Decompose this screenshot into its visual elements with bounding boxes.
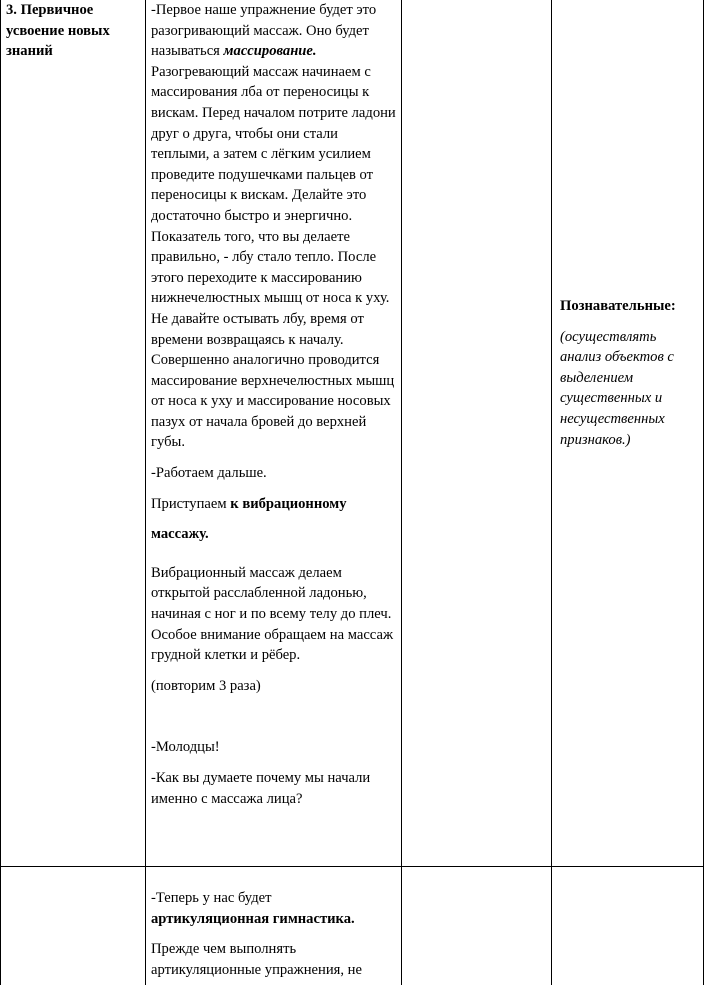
- uud-cell: [560, 296, 694, 450]
- gymnastics-title: артикуляционная гимнастика.: [151, 910, 355, 927]
- vibration-heading-lead: Приступаем: [151, 495, 231, 512]
- uud-title: Познавательные:: [560, 298, 676, 314]
- vibration-heading-bold-2: массажу.: [151, 526, 209, 543]
- massage-intro-paragraph: [151, 0, 396, 453]
- teacher-activity-cell: [151, 0, 396, 809]
- vibration-heading: [151, 494, 396, 515]
- table-border-col1: [145, 0, 146, 985]
- continue-text: -Работаем дальше.: [151, 465, 267, 482]
- stage-label: 3. Первичное усвоение новых знаний: [6, 2, 110, 60]
- gymnastics-intro: -Теперь у нас будет: [151, 890, 272, 906]
- vibration-instructions: Вибрационный массаж делаем открытой расслабленной ладонью, начиная с ног и по всему телу до плеч. Особое внимание обращаем на массаж грудной клетки и рёбер.: [151, 564, 394, 664]
- table-border-col3: [551, 0, 552, 985]
- question-text: -Как вы думаете почему мы начали именно с массажа лица?: [151, 770, 371, 807]
- vibration-heading-bold: к вибрационному: [230, 495, 347, 512]
- massage-intro-text: -Первое наше упражнение будет это разогривающий массаж. Оно будет называться: [151, 2, 377, 60]
- table-border-left: [0, 0, 1, 985]
- gymnastics-instructions: Прежде чем выполнять артикуляционные упражнения, не: [151, 941, 362, 978]
- repeat-note: (повторим 3 раза): [151, 677, 261, 694]
- praise-text: -Молодцы!: [151, 739, 220, 756]
- massage-term: массирование.: [223, 43, 317, 60]
- massage-instructions-text: Разогревающий массаж начинаем с массирования лба от переносицы к вискам. Перед началом потрите ладони друг о друга, чтобы они стали теплыми, а затем с лёгким усилием проведите подушечками пальцев от переносицы к вискам. Делайте это достаточно быстро и энергично. Показатель того, что вы делаете правильно, - лбу стало тепло. После этого переходите к массированию нижнечелюстных мышц от носа к уху. Не давайте остывать лбу, время от времени возвращаясь к началу. Совершенно аналогично проводится массирование верхнечелюстных мышц от носа к уху и массирование носовых пазух от начала бровей до верхней губы.: [151, 63, 396, 451]
- row-separator: [0, 866, 704, 867]
- stage-cell: [6, 0, 136, 62]
- teacher-activity-cell-2: [151, 888, 396, 980]
- uud-description: (осуществлять анализ объектов с выделением существенных и несущественных признаков.): [560, 328, 674, 448]
- table-border-col2: [401, 0, 402, 985]
